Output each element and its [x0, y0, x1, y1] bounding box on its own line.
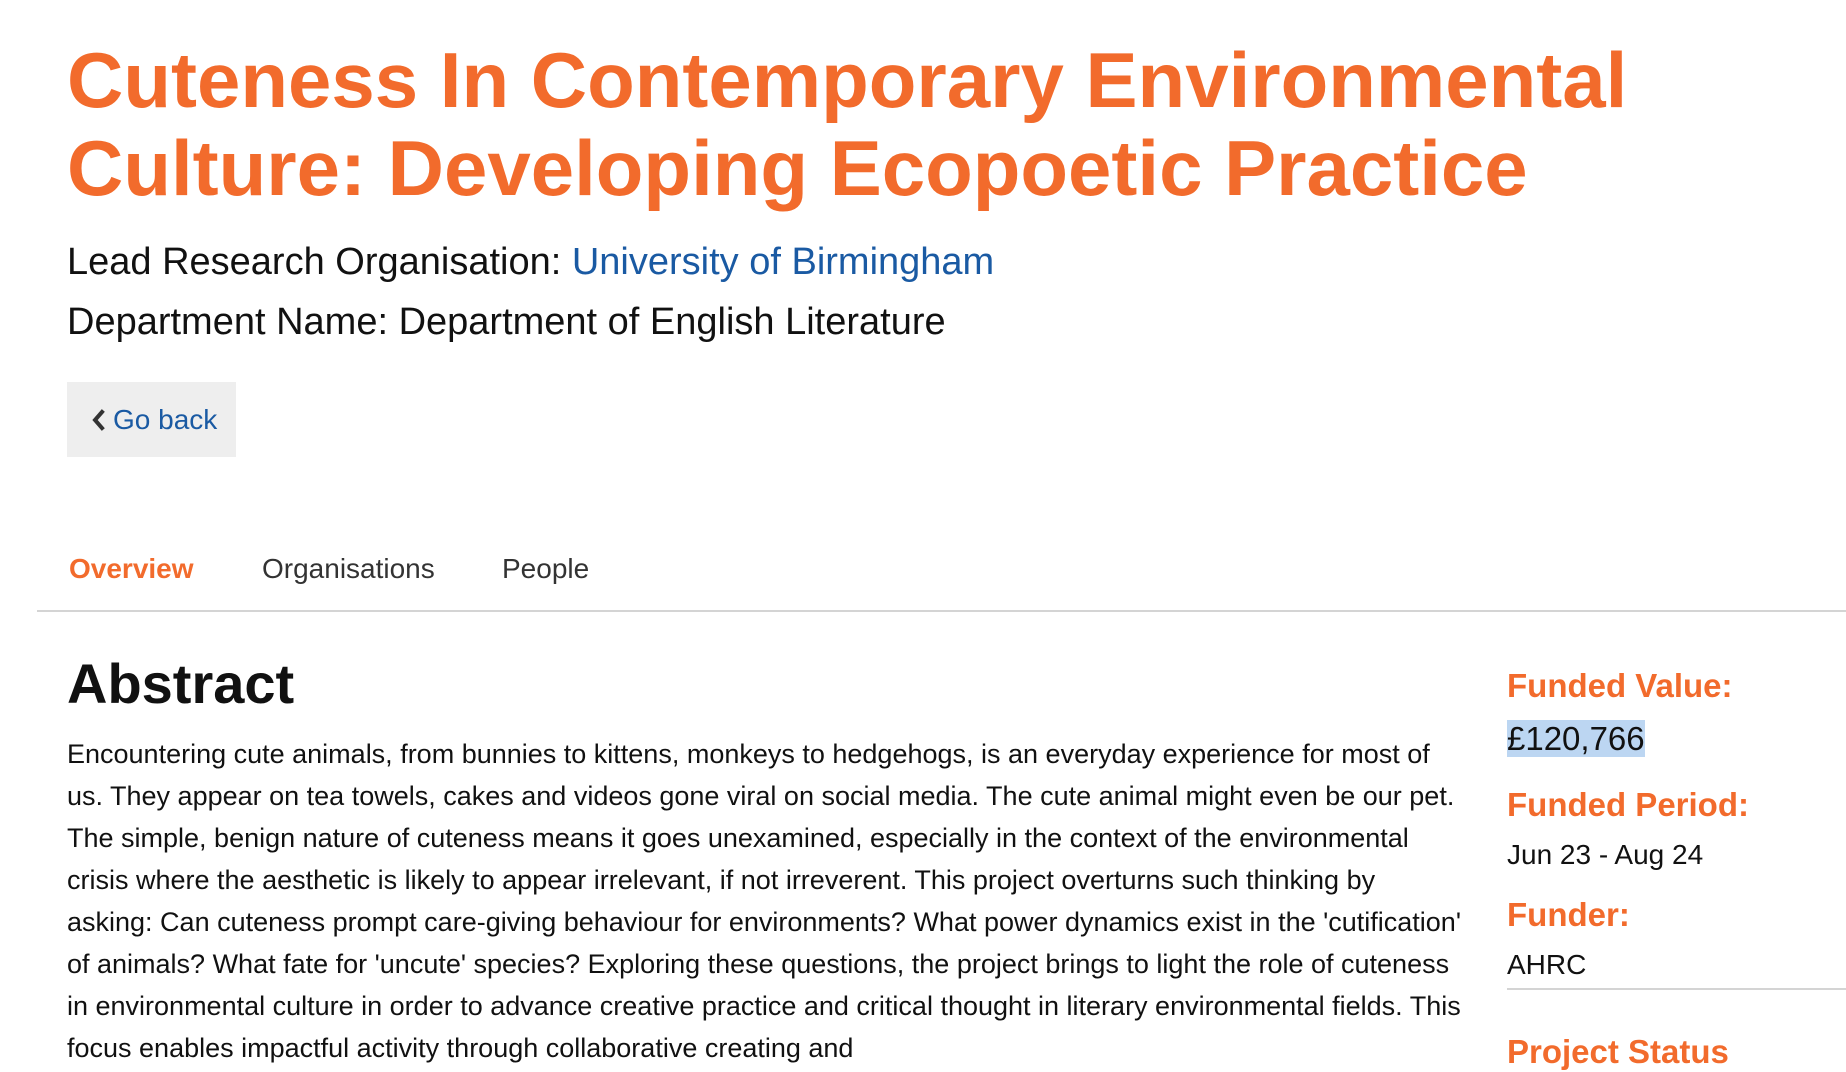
go-back-label: Go back — [113, 403, 218, 435]
abstract-text: Encountering cute animals, from bunnies to kittens, monkeys to hedgehogs, is an everyday experience for most of us. They appear on tea towels, cakes and videos gone viral on social media. The cute animal might even be our pet. The simple, benign nature of cuteness means it goes unexamined, especially in the context of the environmental crisis where the aesthetic is likely to appear irrelevant, if not irreverent. This project overturns such thinking by asking: Can cuteness prompt care-giving behaviour for environments? What power dynamics exist in the 'cutification' of animals? What fate for 'uncute' species? Exploring these questions, the project brings to light the role of cuteness in environmental culture in order to advance creative practice and critical thought in literary environmental fields. This focus enables impactful activity through collaborative creating and — [67, 739, 1461, 1063]
sidebar-divider — [1507, 988, 1846, 990]
funder-label: Funder: — [1507, 896, 1630, 933]
funder-value: AHRC — [1507, 949, 1587, 980]
lead-organisation-label: Lead Research Organisation: — [67, 241, 562, 283]
funded-period-value: Jun 23 - Aug 24 — [1507, 839, 1704, 870]
department-name: Department of English Literature — [398, 301, 946, 343]
abstract-heading: Abstract — [67, 652, 295, 715]
chevron-left-icon — [87, 408, 111, 432]
funded-value-amount: £120,766 — [1507, 720, 1645, 757]
department-label: Department Name: — [67, 301, 389, 343]
tab-people[interactable]: People — [502, 553, 590, 584]
tab-overview[interactable]: Overview — [69, 553, 194, 584]
department — [67, 300, 946, 344]
tab-bar — [37, 548, 1846, 612]
funded-value-label: Funded Value: — [1507, 667, 1733, 704]
page-title: Cuteness In Contemporary Environmental Culture: Developing Ecopoetic Practice — [67, 36, 1628, 212]
funded-value — [1507, 718, 1645, 760]
funded-period-label: Funded Period: — [1507, 786, 1749, 823]
project-status-label: Project Status — [1507, 1033, 1729, 1070]
tab-organisations[interactable]: Organisations — [262, 553, 435, 584]
lead-organisation — [67, 240, 994, 284]
lead-organisation-link[interactable]: University of Birmingham — [571, 241, 995, 283]
go-back-button[interactable] — [67, 382, 236, 457]
